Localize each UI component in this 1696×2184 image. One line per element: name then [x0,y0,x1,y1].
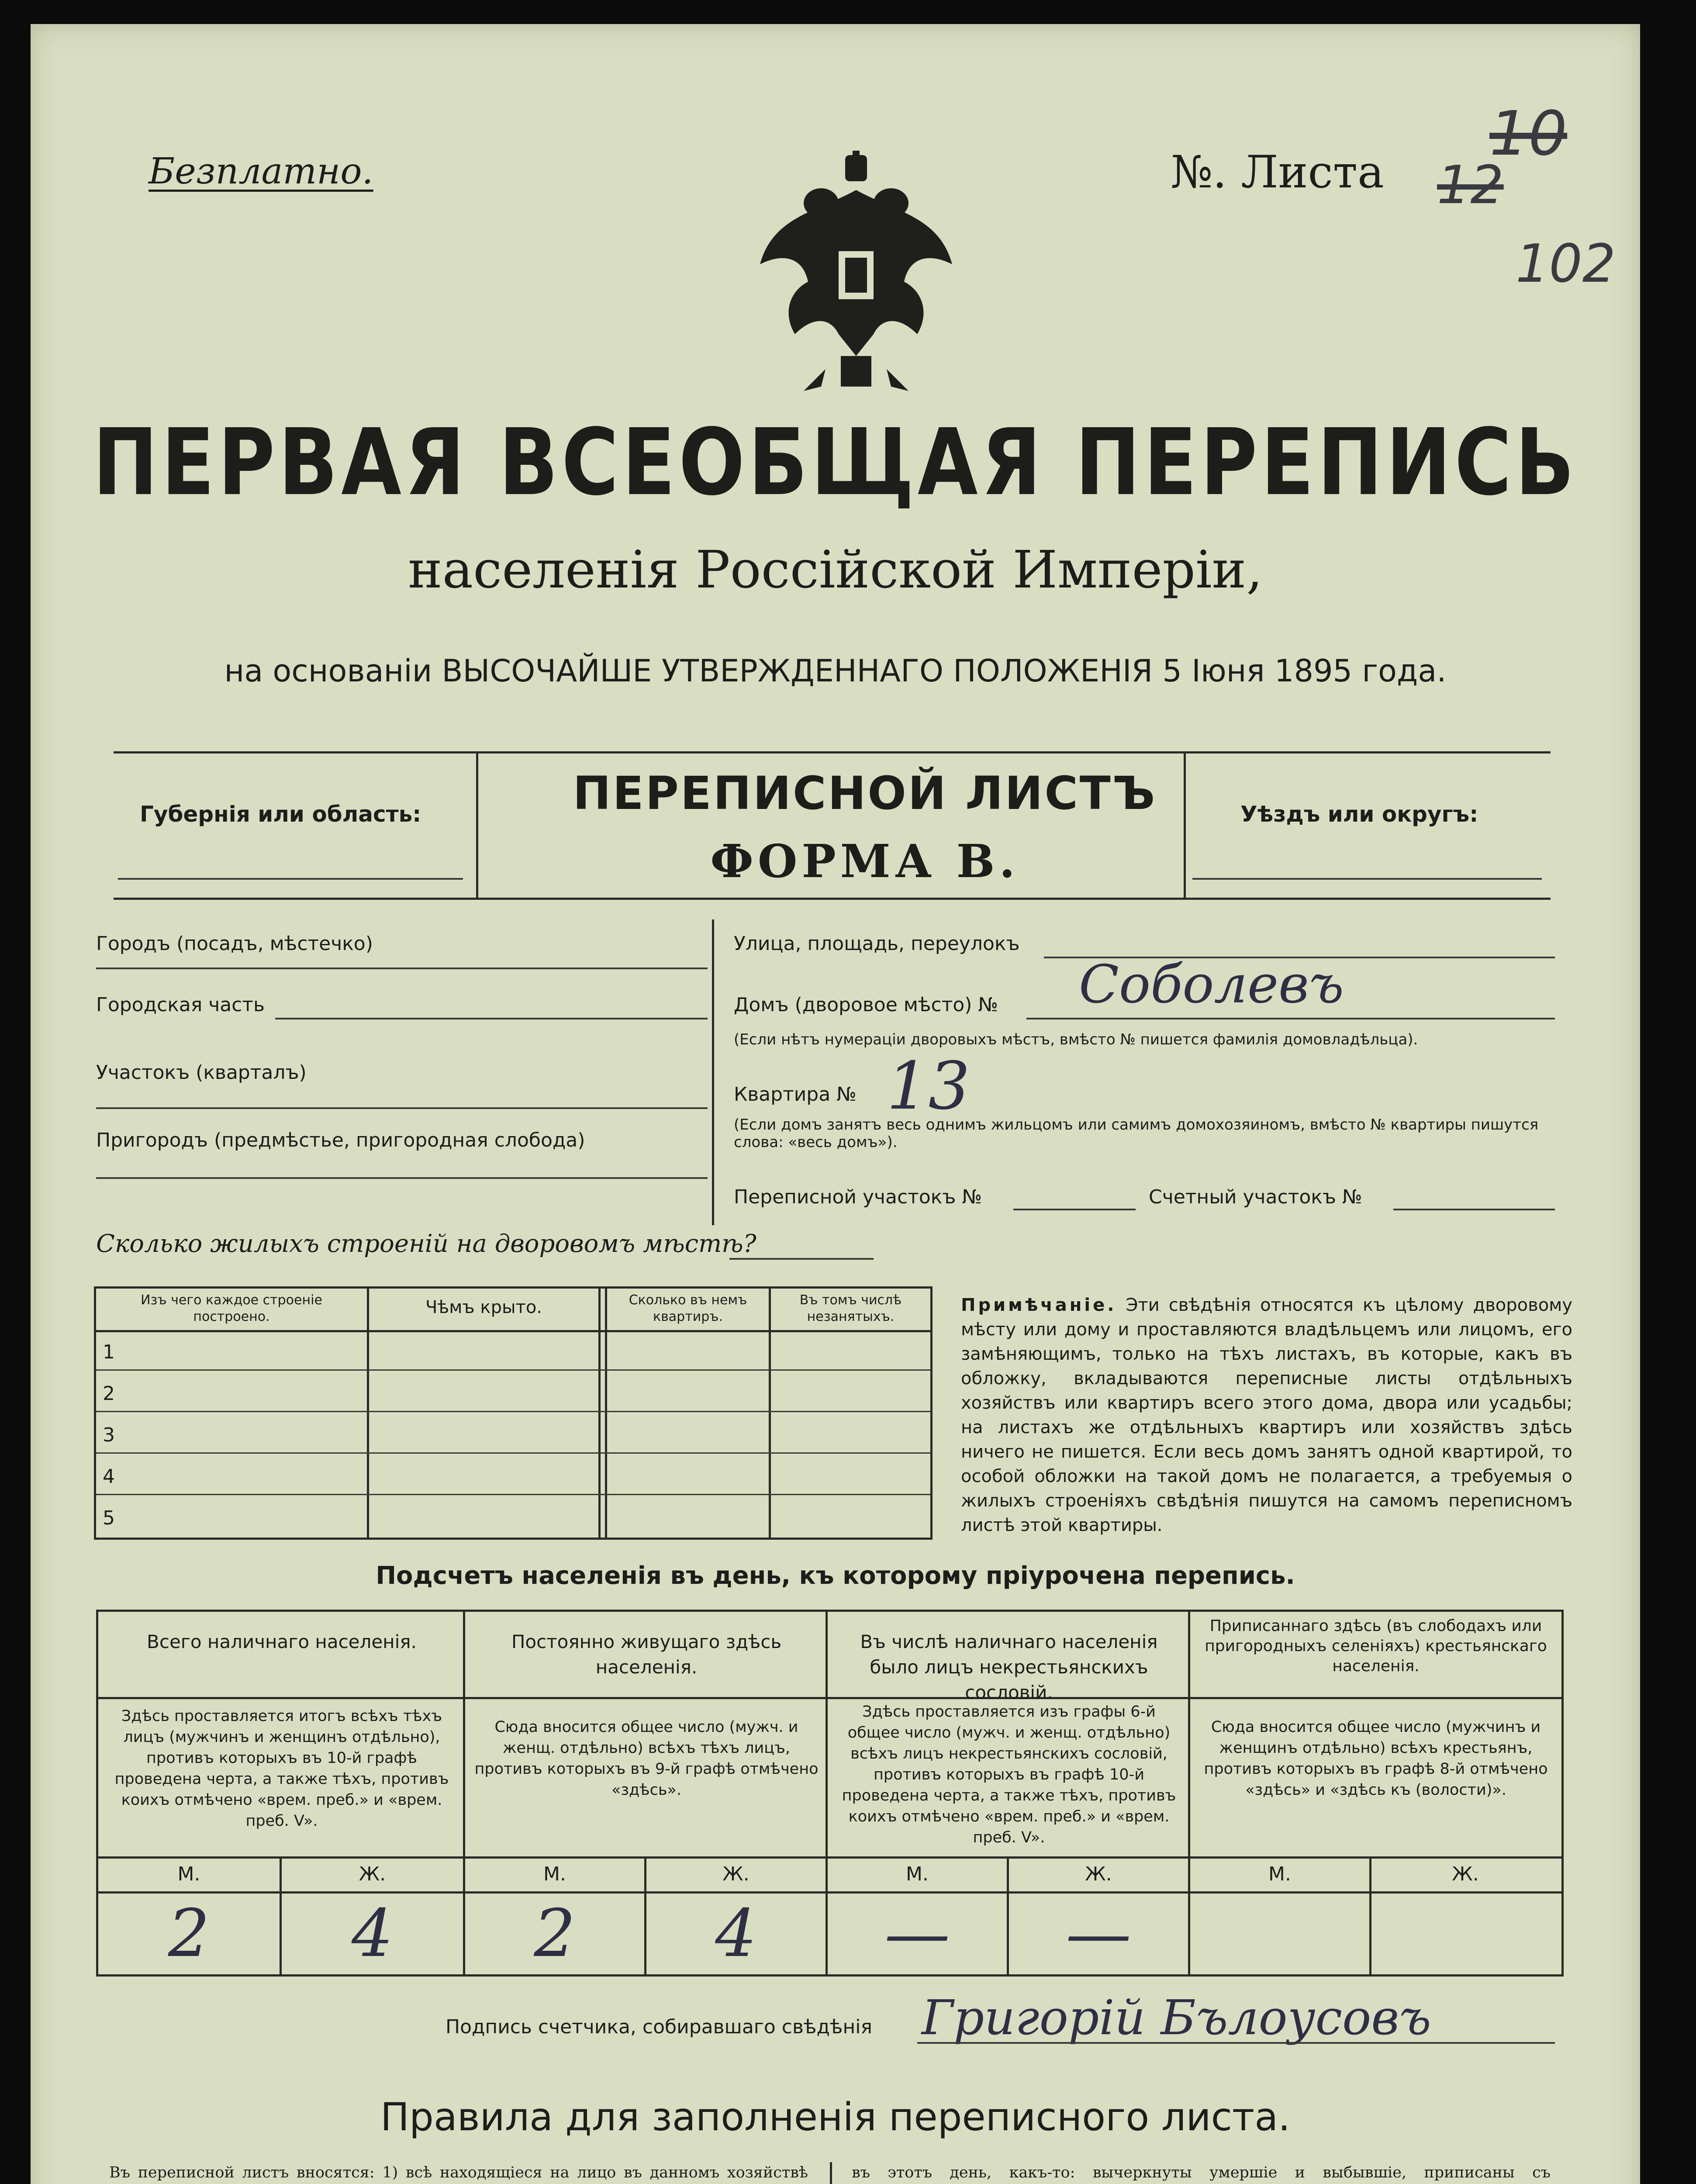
divider [598,1289,601,1538]
handwritten-sheet-number-a: 10 [1489,98,1568,169]
permanent-male-value: 2 [534,1896,576,1972]
house-note: (Если нѣтъ нумераціи дворовыхъ мѣстъ, вмѣсто № пишется фамилія домовладѣльца). [734,1031,1418,1048]
total-female-value: 4 [351,1896,394,1972]
male-label: М. [906,1863,929,1885]
subtitle: населенія Россійской Имперіи, [408,539,1263,600]
count-heading: Подсчетъ населенія въ день, къ которому пріурочена перепись. [376,1562,1295,1590]
apartment-label: Квартира № [734,1083,857,1106]
count-col-peasant-title: Приписаннаго здѣсь (въ слободахъ или пригородныхъ селеніяхъ) крестьянскаго населенія. [1205,1617,1547,1675]
buildings-row-number: 3 [103,1424,115,1446]
buildings-col-material: Изъ чего каждое строеніе построено. [141,1292,322,1324]
nonpeasant-male-value: — [884,1896,950,1972]
apartment-value: 13 [887,1048,970,1124]
counting-district-label: Счетный участокъ № [1149,1186,1362,1208]
counting-district-line [1393,1209,1555,1210]
female-label: Ж. [1452,1863,1479,1885]
buildings-row-number: 5 [103,1507,115,1529]
divider [605,1289,607,1538]
divider [367,1289,369,1538]
divider [114,751,1551,753]
buildings-row-number: 1 [103,1341,115,1363]
form-list-title: ПЕРЕПИСНОЙ ЛИСТЪ [573,767,1157,820]
buildings-line [729,1258,874,1260]
female-label: Ж. [722,1863,750,1885]
count-col-total-title: Всего наличнаго населенія. [147,1631,417,1652]
male-label: М. [1268,1863,1291,1885]
row-line [96,1369,930,1371]
city-part-label: Городская часть [96,994,265,1016]
count-col-total-desc: Здѣсь проставляется итогъ всѣхъ тѣхъ лицъ (мужчинъ и женщинъ отдѣльно), противъ которыхъ въ 10-й графѣ проведена черта, а также тѣхъ, противъ коихъ отмѣчено «врем. преб.» и «врем. преб. V». [114,1707,449,1830]
signature-label: Подпись счетчика, собиравшаго свѣдѣнія [446,2016,872,2038]
count-col-nonpeasant-title: Въ числѣ наличнаго населенія было лицъ некрестьянскихъ сословій. [860,1631,1158,1703]
suburb-label: Пригородъ (предмѣстье, пригородная слобода) [96,1129,585,1151]
district-line [96,1107,708,1109]
handwritten-sheet-number-crossed: 12 [1437,155,1504,216]
district-label: Участокъ (кварталъ) [96,1061,307,1084]
census-district-label: Переписной участокъ № [734,1186,982,1208]
divider [114,898,1551,900]
census-form-page [31,24,1640,2184]
female-label: Ж. [1085,1863,1112,1885]
total-male-value: 2 [168,1896,210,1972]
count-col-peasant-desc: Сюда вносится общее число (мужчинъ и женщинъ отдѣльно) всѣхъ крестьянъ, противъ которыхъ въ графѣ 8-й отмѣчено «здѣсь» и «здѣсь къ (волости)». [1204,1718,1548,1799]
divider [98,1891,1561,1894]
count-col-nonpeasant-desc: Здѣсь проставляется изъ графы 6-й общее число (мужч. и женщ. отдѣльно) всѣхъ лицъ некрестьянскихъ сословій, противъ которыхъ въ графѣ 10-й проведена черта, а также тѣхъ, противъ коихъ отмѣчено «врем. преб.» и «врем. преб. V». [842,1703,1176,1846]
note-paragraph [961,1293,1572,1538]
form-type-title: ФОРМА В. [710,834,1019,888]
free-label: Безплатно. [149,151,373,192]
divider [96,1330,930,1332]
divider [712,919,714,1225]
buildings-table [94,1286,933,1540]
uezd-label: Уѣздъ или округъ: [1240,802,1478,827]
main-title: ПЕРВАЯ ВСЕОБЩАЯ ПЕРЕПИСЬ [93,409,1578,516]
city-line [96,968,708,969]
rules-title: Правила для заполненія переписного листа. [380,2094,1291,2139]
double-headed-eagle-icon [756,151,957,395]
divider [1188,1612,1190,1974]
street-label: Улица, площадь, переулокъ [734,933,1020,955]
row-line [96,1494,930,1495]
divider [98,1856,1561,1859]
uezd-line [1192,878,1542,880]
divider [830,2162,832,2184]
female-label: Ж. [359,1863,386,1885]
house-value: Соболевъ [1079,954,1344,1015]
gubernia-label: Губернія или область: [140,802,421,827]
census-district-line [1013,1209,1136,1210]
signature-line [917,2042,1555,2044]
count-col-permanent-title: Постоянно живущаго здѣсь населенія. [511,1631,782,1678]
rules-column-1: Въ переписной листъ вносятся: 1) всѣ находящіеся на лицо въ данномъ хозяйствѣ [109,2164,808,2181]
permanent-female-value: 4 [715,1896,757,1972]
house-label: Домъ (дворовое мѣсто) № [734,994,998,1016]
buildings-col-roof: Чѣмъ крыто. [425,1297,542,1317]
buildings-col-apartments: Сколько въ немъ квартиръ. [629,1292,747,1324]
city-label: Городъ (посадъ, мѣстечко) [96,933,373,955]
buildings-row-number: 2 [103,1382,115,1405]
male-label: М. [177,1863,200,1885]
house-line [1026,1018,1555,1019]
note-label: Примѣчаніе. [961,1295,1117,1315]
rules-column-2: въ этотъ день, какъ-то: вычеркнуты умершіе и выбывшіе, приписаны съ [852,2164,1551,2181]
suburb-line [96,1177,708,1179]
handwritten-sheet-number-b: 102 [1516,234,1616,294]
gubernia-line [118,878,463,880]
city-part-line [275,1018,708,1019]
legal-basis: на основаніи ВЫСОЧАЙШЕ УТВЕРЖДЕННАГО ПОЛОЖЕНІЯ 5 Іюня 1895 года. [224,653,1447,689]
note-text: Эти свѣдѣнія относятся къ цѣлому дворовому мѣсту или дому и проставляются владѣльцемъ или лицомъ, его замѣняющимъ, только на тѣхъ листахъ, въ которые, какъ въ обложку, вкладываются переписные листы отдѣльныхъ хозяйствъ или квартиръ всего этого дома, двора или усадьбы; на листахъ же отдѣльныхъ квартиръ или хозяйствъ здѣсь ничего не пишется. Если весь домъ занятъ одной квартирой, то особой обложки на такой домъ не полагается, а требуемыя о жилыхъ строеніяхъ свѣдѣнія пишутся на самомъ переписномъ листѣ этой квартиры. [961,1295,1573,1535]
divider [98,1697,1561,1699]
divider [476,751,478,900]
sheet-number-label: №. Листа [1171,146,1384,198]
buildings-question: Сколько жилыхъ строеній на дворовомъ мѣстѣ? [96,1230,756,1258]
male-label: М. [543,1863,566,1885]
apartment-note: (Если домъ занятъ весь однимъ жильцомъ или самимъ домохозяиномъ, вмѣсто № квартиры пишутся слова: «весь домъ»). [734,1116,1539,1151]
signature-value: Григорій Бълоусовъ [922,1990,1431,2046]
count-table [96,1610,1564,1977]
buildings-row-number: 4 [103,1465,115,1488]
row-line [96,1411,930,1412]
row-line [96,1452,930,1454]
count-col-permanent-desc: Сюда вносится общее число (мужч. и женщ. отдѣльно) всѣхъ тѣхъ лицъ, противъ которыхъ въ 9-й графѣ отмѣчено «здѣсь». [474,1718,819,1799]
nonpeasant-female-value: — [1066,1896,1131,1972]
buildings-col-vacant: Въ томъ числѣ незанятыхъ. [799,1292,902,1324]
divider [769,1289,771,1538]
